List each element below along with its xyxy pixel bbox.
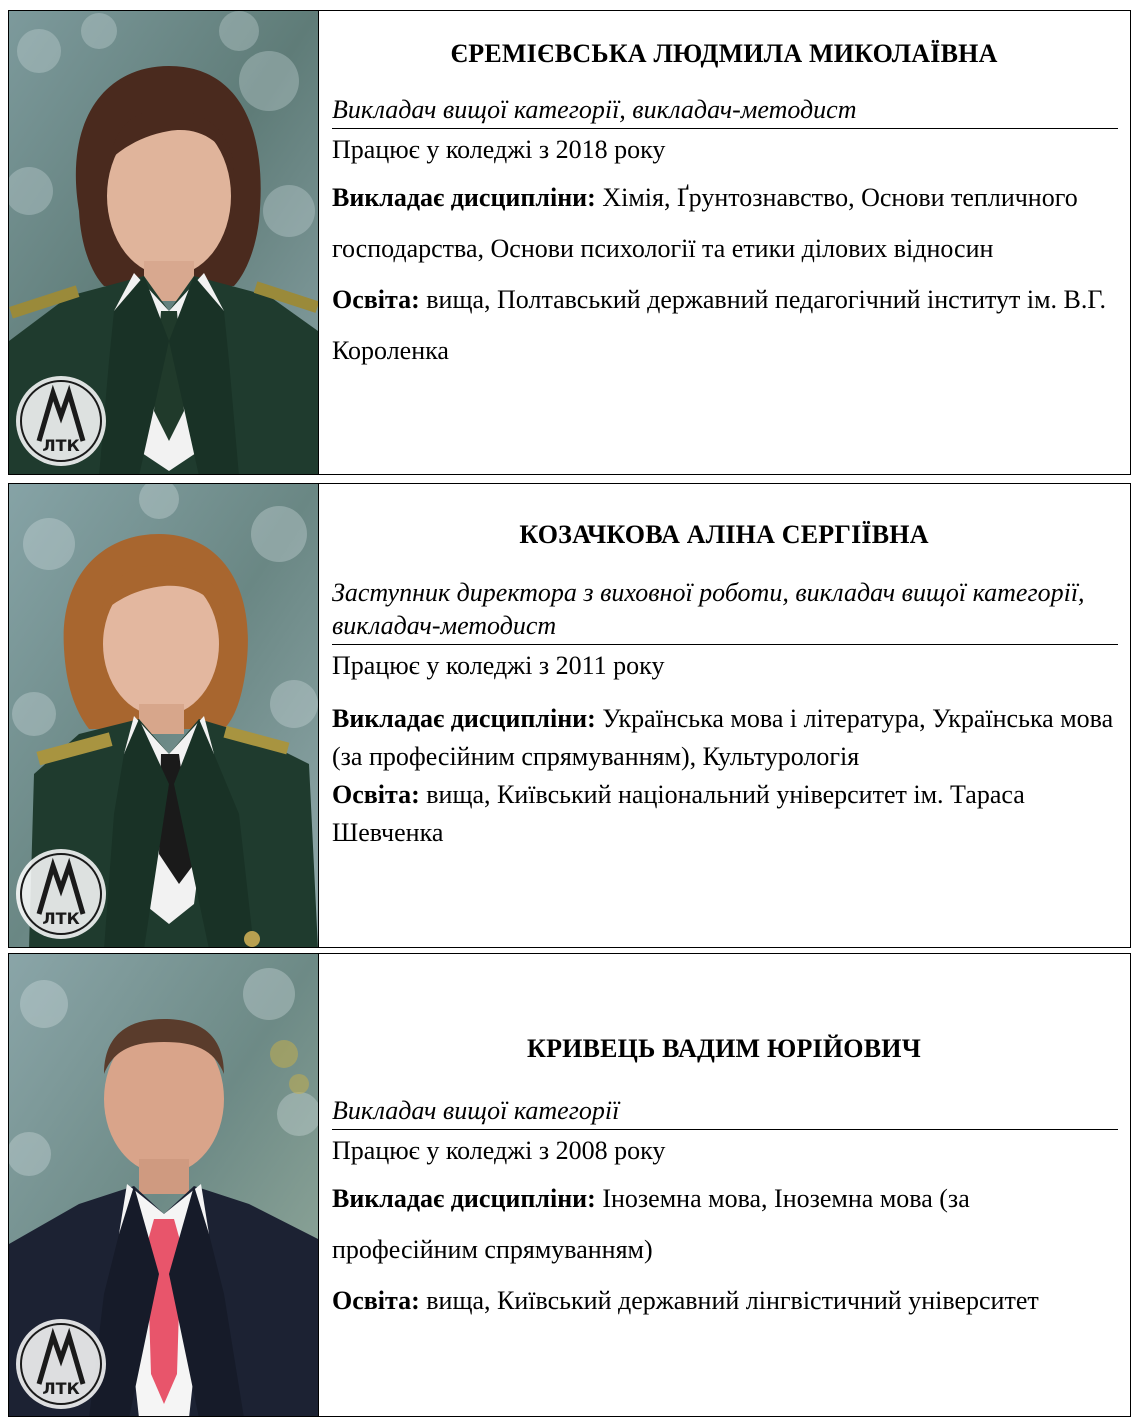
teacher-position: Заступник директора з виховної роботи, викладач вищої категорії, викладач-методист [332, 578, 1085, 640]
education-value: вища, Київський національний університет ім. Тараса Шевченка [332, 780, 1025, 847]
portrait-image [9, 484, 318, 947]
disciplines-text [332, 172, 1116, 274]
divider-line [332, 1129, 1118, 1130]
teacher-info-2 [319, 484, 1130, 947]
education-label: Освіта: [332, 1286, 420, 1315]
disciplines-text [332, 1173, 1116, 1275]
disciplines-label: Викладає дисципліни: [332, 1184, 596, 1213]
svg-text:ЛТК: ЛТК [42, 436, 80, 455]
disciplines-value: Хімія, Ґрунтознавство, Основи тепличного господарства, Основи психології та етики ділових відносин [332, 183, 1078, 263]
disciplines-value: Іноземна мова, Іноземна мова (за професійним спрямуванням) [332, 1184, 970, 1264]
svg-text:ЛТК: ЛТК [42, 1379, 80, 1398]
divider-line [332, 644, 1118, 645]
disciplines-text [332, 700, 1116, 776]
teacher-info-3 [319, 954, 1130, 1416]
teacher-name: КРИВЕЦЬ ВАДИМ ЮРІЙОВИЧ [527, 1034, 921, 1063]
education-text [332, 776, 1116, 852]
teacher-name: ЄРЕМІЄВСЬКА ЛЮДМИЛА МИКОЛАЇВНА [450, 39, 998, 68]
portrait-image [9, 11, 318, 474]
education-text [332, 1275, 1116, 1326]
education-label: Освіта: [332, 285, 420, 314]
education-value: вища, Полтавський державний педагогічний інститут ім. В.Г. Короленка [332, 285, 1106, 365]
teacher-card-1 [8, 10, 1131, 475]
teacher-position: Викладач вищої категорії, викладач-методист [332, 95, 857, 124]
teacher-position: Викладач вищої категорії [332, 1096, 620, 1125]
college-logo-icon [16, 376, 106, 466]
disciplines-label: Викладає дисципліни: [332, 183, 596, 212]
disciplines-label: Викладає дисципліни: [332, 704, 596, 733]
svg-text:ЛТК: ЛТК [42, 909, 80, 928]
disciplines-value: Українська мова і література, Українська мова (за професійним спрямуванням), Культурологія [332, 704, 1114, 771]
teacher-photo-2 [9, 484, 319, 947]
works-since: Працює у коледжі з 2008 року [332, 1136, 666, 1165]
works-since: Працює у коледжі з 2018 року [332, 135, 666, 164]
college-logo-icon [16, 1319, 106, 1409]
education-label: Освіта: [332, 780, 420, 809]
teacher-card-3 [8, 953, 1131, 1417]
education-text [332, 274, 1116, 376]
teacher-photo-1 [9, 11, 319, 474]
portrait-image [9, 954, 318, 1416]
college-logo-icon [16, 849, 106, 939]
divider-line [332, 128, 1118, 129]
teacher-name: КОЗАЧКОВА АЛІНА СЕРГІЇВНА [519, 520, 929, 549]
works-since: Працює у коледжі з 2011 року [332, 651, 665, 680]
teacher-info-1 [319, 11, 1130, 474]
education-value: вища, Київський державний лінгвістичний університет [426, 1286, 1039, 1315]
teacher-card-2 [8, 483, 1131, 948]
teacher-photo-3 [9, 954, 319, 1416]
